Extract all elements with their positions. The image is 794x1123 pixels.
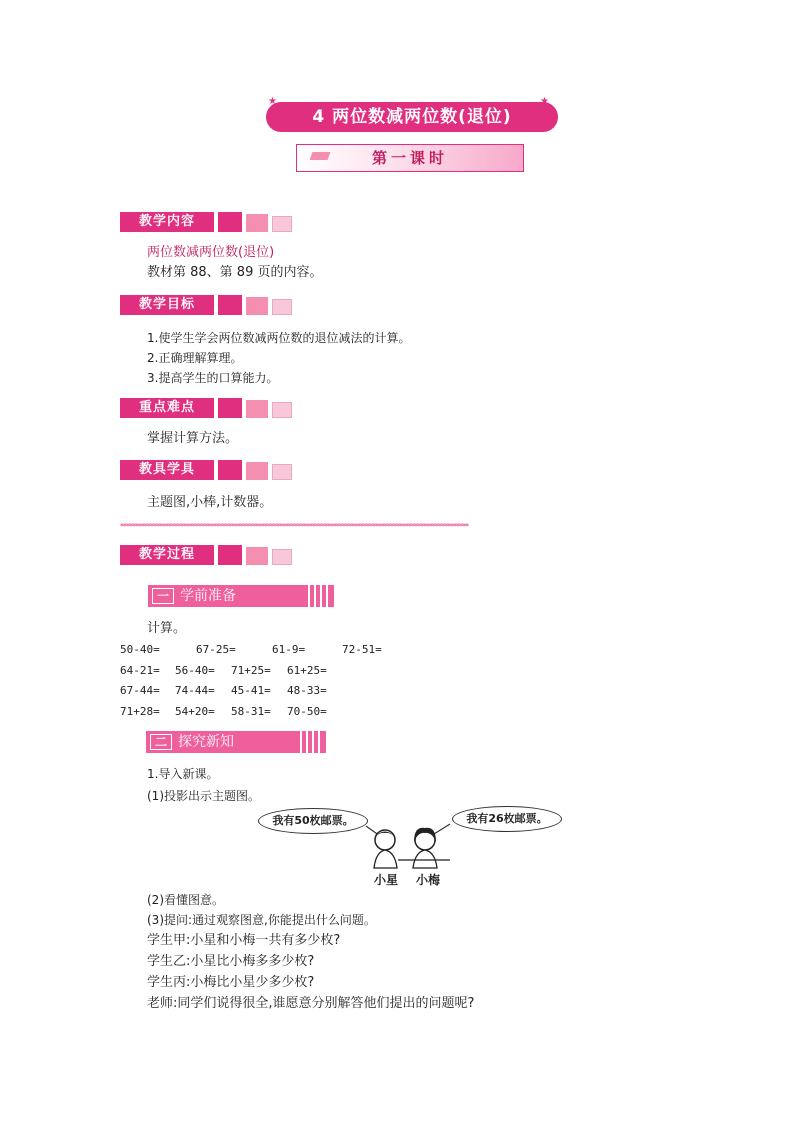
- step2-line: (1)投影出示主题图。: [147, 789, 260, 803]
- step2-after: (3)提问:通过观察图意,你能提出什么问题。: [147, 913, 376, 927]
- goal-item: 3.提高学生的口算能力。: [147, 371, 279, 385]
- speech-bubble-left: 我有50枚邮票。: [258, 808, 368, 834]
- calc-item: 64-21=: [120, 664, 160, 677]
- star-separator: ********************************************************************************************************************: [120, 522, 468, 531]
- calc-item: 67-44=: [120, 684, 160, 697]
- calc-item: 61-9=: [272, 643, 306, 656]
- lesson-title: 第一课时: [371, 149, 448, 167]
- section-header-process: [120, 545, 296, 565]
- calc-item: 45-41=: [231, 684, 271, 697]
- children-illustration: [350, 820, 460, 870]
- calc-item: 71+25=: [231, 664, 271, 677]
- section-label: 教学过程: [120, 545, 214, 565]
- tools-text: 主题图,小棒,计数器。: [147, 495, 273, 510]
- goal-item: 2.正确理解算理。: [147, 351, 243, 365]
- calc-item: 71+28=: [120, 705, 160, 718]
- step-title: 学前准备: [180, 588, 236, 604]
- section-header-key-points: [120, 398, 296, 418]
- content-line2: 教材第 88、第 89 页的内容。: [147, 265, 323, 280]
- goal-item: 1.使学生学会两位数减两位数的退位减法的计算。: [147, 331, 411, 345]
- step-number: 一: [152, 588, 174, 604]
- section-label: 教具学具: [120, 460, 214, 480]
- speech-bubble-right: 我有26枚邮票。: [452, 806, 562, 832]
- calc-item: 54+20=: [175, 705, 215, 718]
- step-title: 探究新知: [178, 734, 234, 750]
- step2-after: (2)看懂图意。: [147, 893, 224, 907]
- decoration: [308, 585, 332, 607]
- name-left: 小星: [374, 873, 399, 887]
- lesson-title-box: [296, 144, 524, 172]
- section-header-tools: [120, 460, 296, 480]
- chapter-title: 4 两位数减两位数(退位): [312, 107, 512, 127]
- section-header-goals: [120, 295, 296, 315]
- step-number: 二: [150, 734, 172, 750]
- calc-item: 61+25=: [287, 664, 327, 677]
- calc-item: 50-40=: [120, 643, 160, 656]
- star-icon: ✦: [550, 118, 559, 129]
- star-icon: ★: [540, 96, 549, 107]
- chapter-banner: [266, 102, 558, 132]
- step2-after: 学生甲:小星和小梅一共有多少枚?: [147, 933, 341, 948]
- calc-item: 67-25=: [196, 643, 236, 656]
- calc-item: 58-31=: [231, 705, 271, 718]
- decoration: [310, 152, 331, 160]
- section-header-content: [120, 212, 296, 232]
- step2-after: 老师:同学们说得很全,谁愿意分别解答他们提出的问题呢?: [147, 996, 475, 1011]
- name-right: 小梅: [416, 873, 441, 887]
- section-label: 重点难点: [120, 398, 214, 418]
- step1-intro: 计算。: [147, 621, 187, 636]
- step-bar-1: [148, 585, 334, 607]
- section-label: 教学目标: [120, 295, 214, 315]
- content-line1: 两位数减两位数(退位): [147, 245, 275, 260]
- step2-after: 学生丙:小梅比小星少多少枚?: [147, 975, 315, 990]
- section-label: 教学内容: [120, 212, 214, 232]
- decoration: [300, 731, 324, 753]
- calc-item: 56-40=: [175, 664, 215, 677]
- key-points-text: 掌握计算方法。: [147, 431, 239, 446]
- star-icon: ✦: [276, 120, 285, 131]
- step2-after: 学生乙:小星比小梅多多少枚?: [147, 954, 315, 969]
- calc-item: 48-33=: [287, 684, 327, 697]
- step2-line: 1.导入新课。: [147, 767, 219, 781]
- calc-item: 74-44=: [175, 684, 215, 697]
- calc-item: 70-50=: [287, 705, 327, 718]
- star-icon: ★: [268, 96, 277, 107]
- calc-item: 72-51=: [342, 643, 382, 656]
- step-bar-2: [146, 731, 326, 753]
